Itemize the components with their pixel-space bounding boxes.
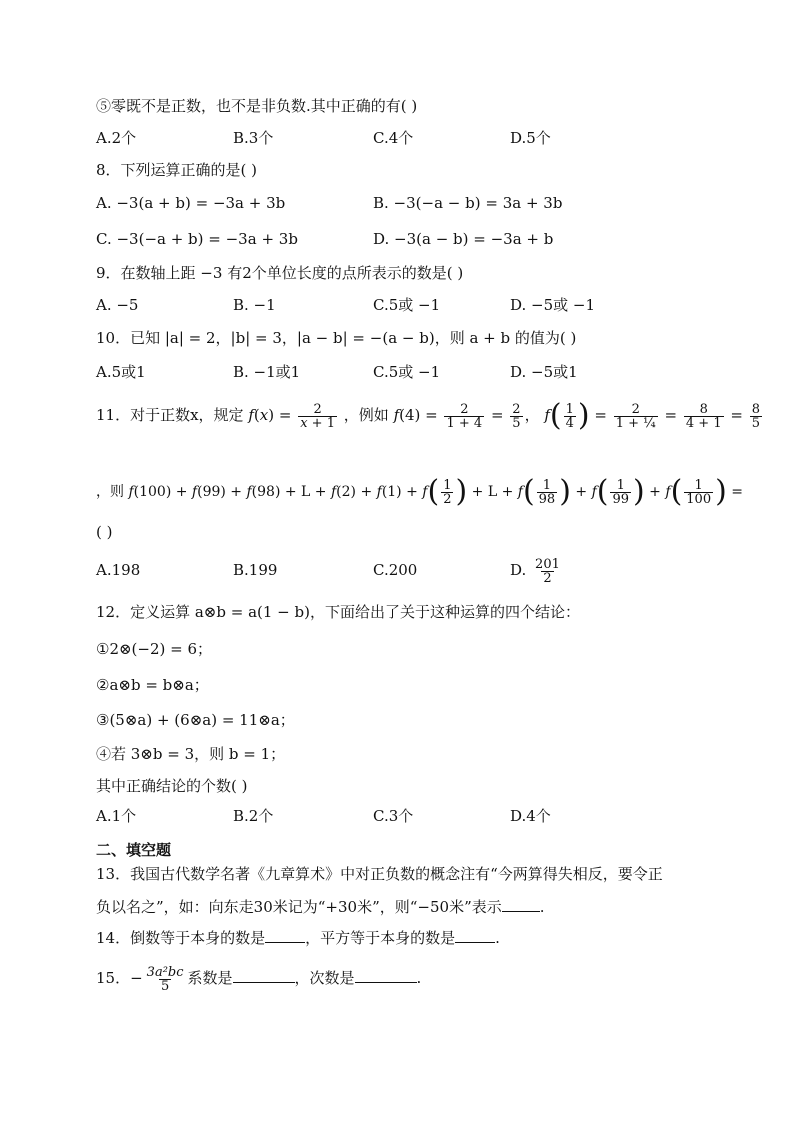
q11-option-d-label: D. <box>510 561 527 579</box>
q11-expression: ，则 f(100) + f(99) + f(98) + L + f(2) + f(1) + f( $\frac{1}{2}$ ) + L + f( $\frac{1}{98}$ ) + f( $\frac{1}{99}$ ) + f( $\frac{1}{100}$ ) = <box>96 474 744 509</box>
q10-option-a: A.5或1 <box>96 363 146 381</box>
q9-option-a: A. −5 <box>96 296 139 314</box>
q12-ask: 其中正确结论的个数( ) <box>96 777 248 795</box>
q14-text-b: ，平方等于本身的数是 <box>305 929 456 947</box>
q13-line2: 负以名之”，如：向东走30米记为“+30米”，则“−50米”表示 . <box>96 898 545 916</box>
q15-monomial: $\frac{\text{3a²bc}}{5}$ <box>146 964 184 994</box>
q12-conclusion-3: ③(5⊗a) + (6⊗a) = 11⊗a； <box>96 711 295 729</box>
q7-option-b: B.3个 <box>233 129 274 147</box>
q9-option-c: C.5或 −1 <box>373 296 441 314</box>
q12-option-d: D.4个 <box>510 807 551 825</box>
q10-stem: 10．已知 |a| = 2，|b| = 3，|a − b| = −(a − b)，则 a + b 的值为( ) <box>96 329 577 347</box>
q14: 14．倒数等于本身的数是 ，平方等于本身的数是 . <box>96 929 500 947</box>
q9-option-d: D. −5或 −1 <box>510 296 596 314</box>
q11-option-c: C.200 <box>373 561 418 579</box>
q15-blank-1[interactable] <box>233 968 295 983</box>
q7-option-c: C.4个 <box>373 129 414 147</box>
q11-option-d <box>510 550 564 590</box>
q10-option-c: C.5或 −1 <box>373 363 441 381</box>
q12-conclusion-4: ④若 3⊗b = 3，则 b = 1； <box>96 745 286 763</box>
q13-answer-blank[interactable] <box>502 897 540 912</box>
q13-line1: 13．我国古代数学名著《九章算术》中对正负数的概念注有“今两算得失相反，要令正 <box>96 865 663 883</box>
q11-stem-example: ，例如 <box>343 406 389 424</box>
q15-text-a: 系数是 <box>187 969 233 987</box>
q15-number: 15． <box>96 969 131 987</box>
q15: 15．− $\frac{\text{3a²bc}}{5}$ 系数是 ，次数是 . <box>96 964 422 994</box>
q7-item5: ⑤零既不是正数，也不是非负数.其中正确的有( ) <box>96 97 418 115</box>
q11-expression-prefix: ，则 <box>96 484 124 500</box>
q11-stem-lead: 11．对于正数x，规定 <box>96 406 244 424</box>
q12-option-b: B.2个 <box>233 807 274 825</box>
q14-text-a: 14．倒数等于本身的数是 <box>96 929 266 947</box>
q12-stem: 12．定义运算 a⊗b = a(1 − b)，下面给出了关于这种运算的四个结论： <box>96 603 580 621</box>
q12-conclusion-2: ②a⊗b = b⊗a； <box>96 676 209 694</box>
q8-option-c: C. −3(−a + b) = −3a + 3b <box>96 230 298 248</box>
q13-line2-text: 负以名之”，如：向东走30米记为“+30米”，则“−50米”表示 <box>96 898 502 916</box>
q7-option-d: D.5个 <box>510 129 551 147</box>
q11-def-fraction: $\frac{2}{x + 1}$ <box>300 401 335 431</box>
q15-blank-2[interactable] <box>355 968 417 983</box>
q11-option-b: B.199 <box>233 561 278 579</box>
q14-blank-1[interactable] <box>265 928 305 943</box>
q12-option-c: C.3个 <box>373 807 414 825</box>
q11-option-a: A.198 <box>96 561 141 579</box>
q7-option-a: A.2个 <box>96 129 137 147</box>
q9-option-b: B. −1 <box>233 296 276 314</box>
q11-option-d-fraction: $\frac{201}{2}$ <box>535 556 560 586</box>
q11-stem: 11．对于正数x，规定 f(x) = $\frac{2}{x + 1}$ ，例如 f(4) = $\frac{2}{1 + 4}$ = $\frac{2}{5}$ ， f( $\frac{1}{4}$ ) = $\frac{2}{\text{1 + ¼}}$ = $\frac{8}{4 + 1}$ = $\frac{8}{5}$ <box>96 398 760 433</box>
q11-paren: ( ) <box>96 523 113 541</box>
q8-option-a: A. −3(a + b) = −3a + 3b <box>96 194 286 212</box>
section-title-fill-in: 二、填空题 <box>96 841 172 859</box>
q10-option-b: B. −1或1 <box>233 363 301 381</box>
q15-text-b: ，次数是 <box>294 969 355 987</box>
q12-option-a: A.1个 <box>96 807 137 825</box>
q10-option-d: D. −5或1 <box>510 363 578 381</box>
q14-blank-2[interactable] <box>455 928 495 943</box>
q8-stem: 8．下列运算正确的是( ) <box>96 161 258 179</box>
q8-option-b: B. −3(−a − b) = 3a + 3b <box>373 194 563 212</box>
q8-option-d: D. −3(a − b) = −3a + b <box>373 230 554 248</box>
q9-stem: 9．在数轴上距 −3 有2个单位长度的点所表示的数是( ) <box>96 264 464 282</box>
q12-conclusion-1: ①2⊗(−2) = 6； <box>96 640 213 658</box>
